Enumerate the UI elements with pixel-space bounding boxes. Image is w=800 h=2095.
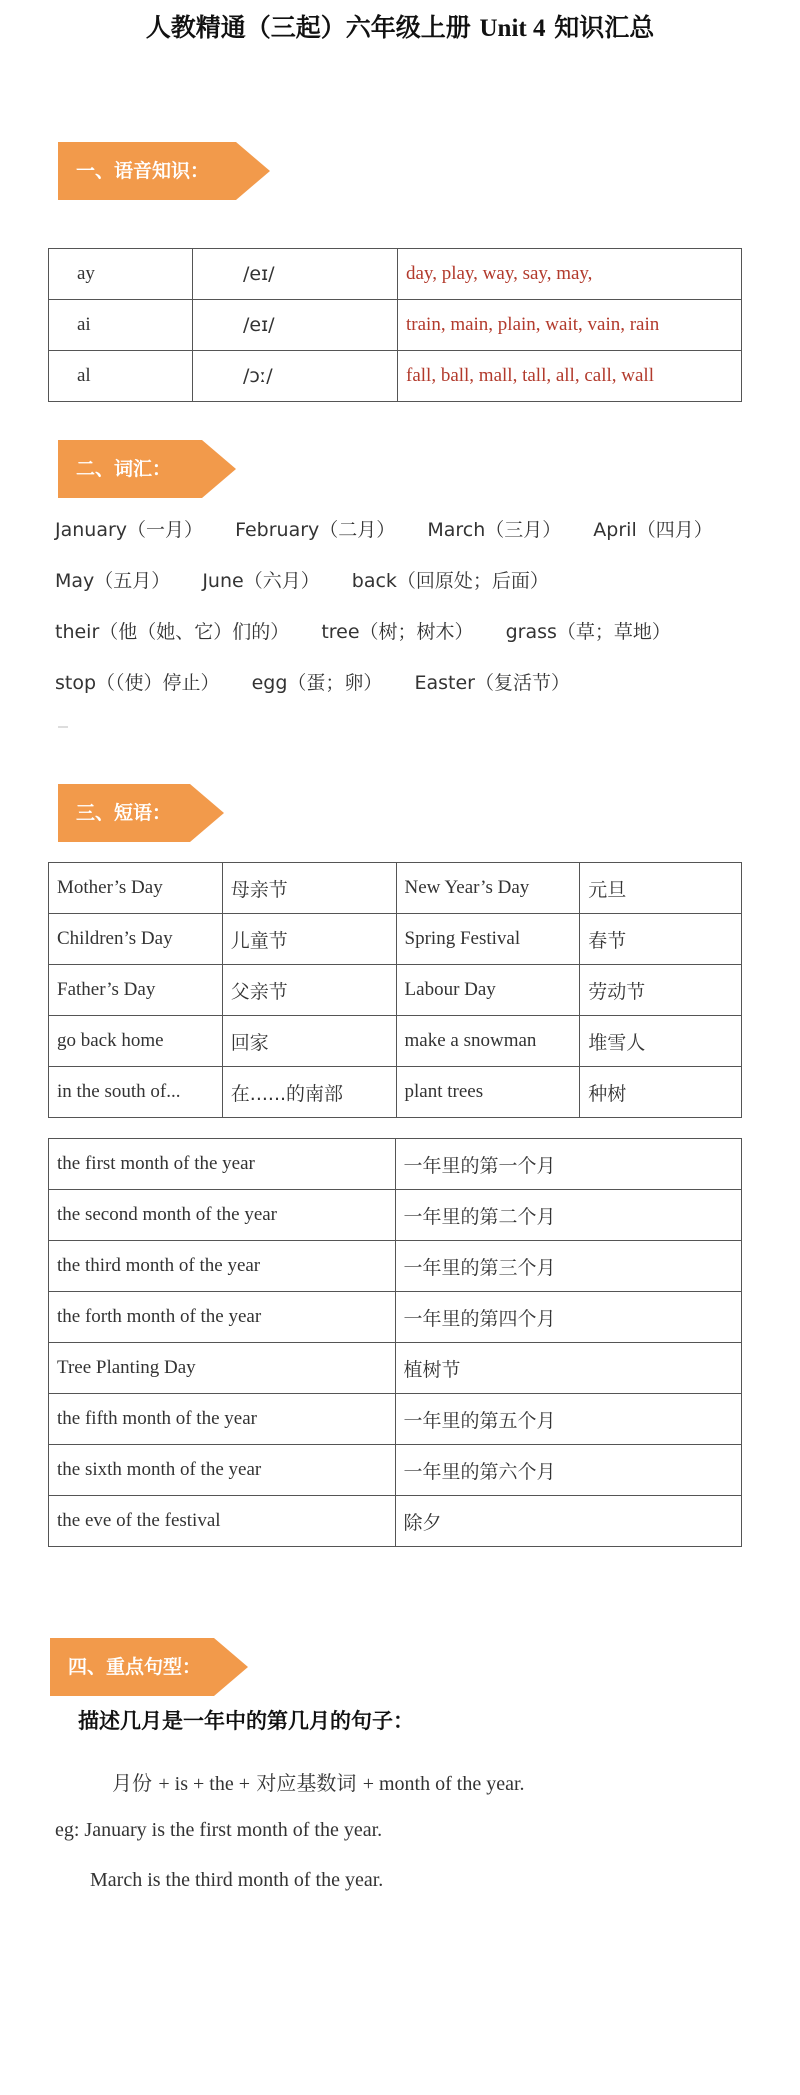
phrase-english: the eve of the festival bbox=[49, 1496, 396, 1547]
vocab-item: grass（草；草地） bbox=[505, 621, 671, 643]
phrase-row bbox=[49, 1139, 742, 1190]
phonics-letters: ai bbox=[49, 300, 193, 351]
phrases-list-table bbox=[48, 1138, 742, 1547]
phrase-row bbox=[49, 1241, 742, 1292]
phrase-english: in the south of... bbox=[49, 1067, 223, 1118]
phrase-chinese: 除夕 bbox=[395, 1496, 741, 1547]
sentence-formula: 月份 + is + the + 对应基数词 + month of the year. bbox=[112, 1771, 525, 1795]
phrase-chinese: 一年里的第四个月 bbox=[395, 1292, 741, 1343]
phrase-english: Mother’s Day bbox=[49, 863, 223, 914]
phrase-row bbox=[49, 1496, 742, 1547]
phrase-chinese: 儿童节 bbox=[222, 914, 396, 965]
section-banner-phrases: 三、短语： bbox=[58, 784, 224, 842]
phrase-row bbox=[49, 1292, 742, 1343]
phrase-chinese: 种树 bbox=[580, 1067, 742, 1118]
phrase-chinese: 元旦 bbox=[580, 863, 742, 914]
phrase-english: Children’s Day bbox=[49, 914, 223, 965]
section-banner-phonics: 一、语音知识： bbox=[58, 142, 270, 200]
phrase-chinese: 一年里的第五个月 bbox=[395, 1394, 741, 1445]
phrases-grid-table bbox=[48, 862, 742, 1118]
phrase-row bbox=[49, 1016, 742, 1067]
phonics-sound: /ɔː/ bbox=[193, 351, 398, 402]
phrase-chinese: 一年里的第三个月 bbox=[395, 1241, 741, 1292]
page-title: 人教精通（三起）六年级上册 Unit 4 知识汇总 bbox=[145, 13, 655, 42]
vocab-item: April（四月） bbox=[593, 519, 713, 541]
phrase-english: Tree Planting Day bbox=[49, 1343, 396, 1394]
phrase-row bbox=[49, 965, 742, 1016]
phonics-row bbox=[49, 249, 742, 300]
phrase-english: go back home bbox=[49, 1016, 223, 1067]
phrase-chinese: 堆雪人 bbox=[580, 1016, 742, 1067]
phonics-letters: ay bbox=[49, 249, 193, 300]
vocab-item: May（五月） bbox=[55, 570, 171, 592]
phrase-row bbox=[49, 914, 742, 965]
example-sentence-1: eg: January is the first month of the year. bbox=[55, 1819, 383, 1841]
phrase-english: the second month of the year bbox=[49, 1190, 396, 1241]
example-sentence-2: March is the third month of the year. bbox=[90, 1869, 384, 1891]
sentence-heading: 描述几月是一年中的第几月的句子： bbox=[78, 1709, 414, 1733]
phrase-chinese: 一年里的第一个月 bbox=[395, 1139, 741, 1190]
phonics-row bbox=[49, 351, 742, 402]
vocab-item: tree（树；树木） bbox=[321, 621, 474, 643]
vocab-item: stop（（使）停止） bbox=[55, 672, 220, 694]
phrase-chinese: 劳动节 bbox=[580, 965, 742, 1016]
phonics-words: day, play, way, say, may, bbox=[398, 249, 742, 300]
phonics-words: train, main, plain, wait, vain, rain bbox=[398, 300, 742, 351]
section-banner-vocab: 二、词汇： bbox=[58, 440, 236, 498]
vocab-item: March（三月） bbox=[427, 519, 562, 541]
phonics-row bbox=[49, 300, 742, 351]
phonics-words: fall, ball, mall, tall, all, call, wall bbox=[398, 351, 742, 402]
phrase-chinese: 一年里的第二个月 bbox=[395, 1190, 741, 1241]
phonics-letters: al bbox=[49, 351, 193, 402]
phrase-english: Labour Day bbox=[396, 965, 580, 1016]
phrase-row bbox=[49, 1190, 742, 1241]
vocab-item: egg（蛋；卵） bbox=[251, 672, 383, 694]
phrase-chinese: 一年里的第六个月 bbox=[395, 1445, 741, 1496]
phonics-table bbox=[48, 248, 742, 402]
vocab-item: their（他（她、它）们的） bbox=[55, 621, 290, 643]
phrase-english: plant trees bbox=[396, 1067, 580, 1118]
phrase-english: New Year’s Day bbox=[396, 863, 580, 914]
phrase-chinese: 回家 bbox=[222, 1016, 396, 1067]
phonics-sound: /eɪ/ bbox=[193, 249, 398, 300]
vocab-item: back（回原处；后面） bbox=[351, 570, 549, 592]
vocab-item: February（二月） bbox=[235, 519, 396, 541]
phrase-chinese: 父亲节 bbox=[222, 965, 396, 1016]
phrase-english: the first month of the year bbox=[49, 1139, 396, 1190]
vocab-list bbox=[55, 505, 755, 709]
phrase-english: the sixth month of the year bbox=[49, 1445, 396, 1496]
vocab-item: January（一月） bbox=[55, 519, 204, 541]
divider bbox=[58, 726, 68, 728]
phrase-english: the forth month of the year bbox=[49, 1292, 396, 1343]
phrase-chinese: 在......的南部 bbox=[222, 1067, 396, 1118]
section-banner-sentences: 四、重点句型： bbox=[50, 1638, 248, 1696]
phrase-row bbox=[49, 1343, 742, 1394]
phrase-row bbox=[49, 863, 742, 914]
phrase-row bbox=[49, 1394, 742, 1445]
phrase-chinese: 植树节 bbox=[395, 1343, 741, 1394]
vocab-item: June（六月） bbox=[202, 570, 320, 592]
phrase-english: Father’s Day bbox=[49, 965, 223, 1016]
phrase-english: the third month of the year bbox=[49, 1241, 396, 1292]
phrase-english: Spring Festival bbox=[396, 914, 580, 965]
phrase-row bbox=[49, 1445, 742, 1496]
phrase-chinese: 母亲节 bbox=[222, 863, 396, 914]
phrase-chinese: 春节 bbox=[580, 914, 742, 965]
phrase-english: the fifth month of the year bbox=[49, 1394, 396, 1445]
phrase-row bbox=[49, 1067, 742, 1118]
phrase-english: make a snowman bbox=[396, 1016, 580, 1067]
phonics-sound: /eɪ/ bbox=[193, 300, 398, 351]
vocab-item: Easter（复活节） bbox=[414, 672, 570, 694]
